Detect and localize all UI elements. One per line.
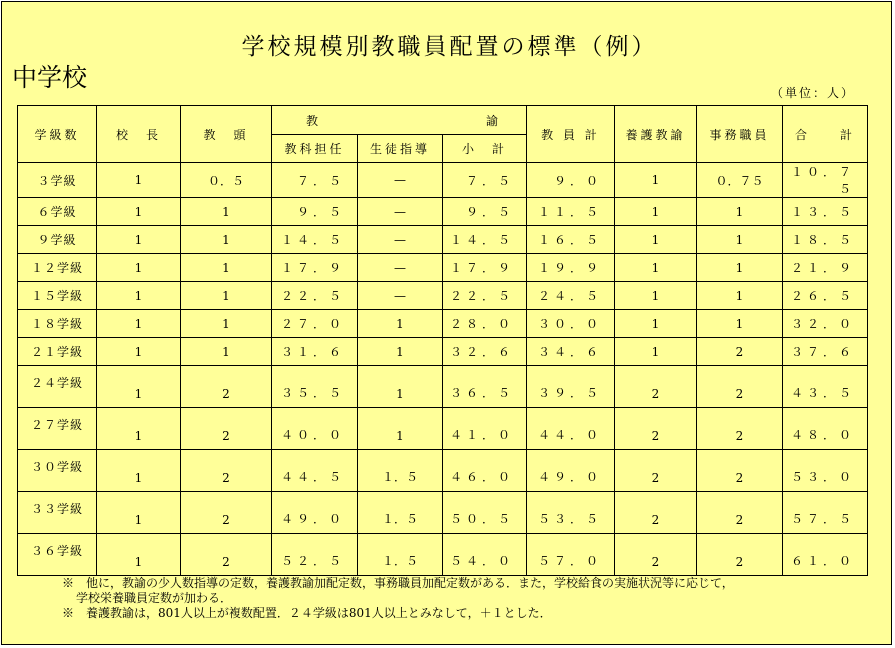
cell-grade: ３学級 (18, 163, 97, 198)
cell-principal: 1 (97, 492, 181, 534)
cell-nurse: 2 (615, 366, 697, 408)
cell-clerk: ０．７５ (697, 163, 783, 198)
cell-student-guidance: — (358, 226, 443, 254)
cell-student-guidance: — (358, 198, 443, 226)
cell-clerk: 2 (697, 450, 783, 492)
cell-student-guidance: 1 (358, 310, 443, 338)
cell-total: ４３．５ (783, 366, 868, 408)
cell-staff-total: ４４．０ (527, 408, 615, 450)
cell-principal: 1 (97, 338, 181, 366)
cell-principal: 1 (97, 198, 181, 226)
cell-clerk: 2 (697, 338, 783, 366)
cell-student-guidance: １．５ (358, 492, 443, 534)
table-row (18, 310, 868, 338)
cell-principal: 1 (97, 282, 181, 310)
cell-principal: 1 (97, 534, 181, 576)
cell-subtotal: ３２．６ (443, 338, 527, 366)
cell-student-guidance: 1 (358, 408, 443, 450)
cell-subject-teacher: ４４．５ (272, 450, 358, 492)
cell-grade: １２学級 (18, 254, 97, 282)
cell-student-guidance: — (358, 254, 443, 282)
table-row (18, 366, 868, 408)
cell-vice-principal: 2 (181, 408, 272, 450)
header-staff-total: 教 員 計 (527, 106, 615, 163)
cell-vice-principal: 1 (181, 338, 272, 366)
cell-total: ４８．０ (783, 408, 868, 450)
cell-nurse: 2 (615, 408, 697, 450)
cell-total: １８．５ (783, 226, 868, 254)
cell-staff-total: １６．５ (527, 226, 615, 254)
cell-nurse: 1 (615, 226, 697, 254)
cell-subject-teacher: ４９．０ (272, 492, 358, 534)
cell-subtotal: ４６．０ (443, 450, 527, 492)
cell-vice-principal: 2 (181, 450, 272, 492)
cell-grade: ９学級 (18, 226, 97, 254)
cell-total: ５７．５ (783, 492, 868, 534)
cell-principal: 1 (97, 450, 181, 492)
cell-subtotal: １４．５ (443, 226, 527, 254)
cell-subtotal: ２２．５ (443, 282, 527, 310)
cell-grade: ３６学級 (18, 534, 97, 576)
table-row (18, 198, 868, 226)
cell-vice-principal: 1 (181, 198, 272, 226)
cell-clerk: 2 (697, 408, 783, 450)
cell-subtotal: ９．５ (443, 198, 527, 226)
cell-subject-teacher: ７．５ (272, 163, 358, 198)
cell-grade: ２７学級 (18, 408, 97, 450)
table-row (18, 408, 868, 450)
cell-subject-teacher: １４．５ (272, 226, 358, 254)
cell-clerk: 1 (697, 254, 783, 282)
cell-grade: ６学級 (18, 198, 97, 226)
header-row (18, 106, 868, 135)
cell-subtotal: ５４．０ (443, 534, 527, 576)
cell-principal: 1 (97, 226, 181, 254)
cell-nurse: 1 (615, 163, 697, 198)
header-grade: 学級数 (18, 106, 97, 163)
table-row (18, 450, 868, 492)
footnotes (62, 576, 734, 621)
cell-nurse: 2 (615, 450, 697, 492)
cell-vice-principal: 1 (181, 254, 272, 282)
cell-nurse: 1 (615, 338, 697, 366)
table-row (18, 338, 868, 366)
cell-grade: １８学級 (18, 310, 97, 338)
table-row (18, 226, 868, 254)
header-principal: 校 長 (97, 106, 181, 163)
footnote-2: ※ 養護教諭は，801人以上が複数配置．２４学級は801人以上とみなして，＋１とした． (62, 606, 552, 620)
cell-subject-teacher: ９．５ (272, 198, 358, 226)
cell-nurse: 1 (615, 310, 697, 338)
cell-student-guidance: — (358, 163, 443, 198)
cell-total: ２１．９ (783, 254, 868, 282)
cell-subtotal: ７．５ (443, 163, 527, 198)
cell-total: ２６．５ (783, 282, 868, 310)
cell-staff-total: １９．９ (527, 254, 615, 282)
cell-total: １３．５ (783, 198, 868, 226)
table-row (18, 282, 868, 310)
header-student-guidance: 生徒指導 (358, 135, 443, 163)
cell-staff-total: ５３．５ (527, 492, 615, 534)
cell-staff-total: ２４．５ (527, 282, 615, 310)
cell-clerk: 1 (697, 282, 783, 310)
cell-vice-principal: 1 (181, 282, 272, 310)
cell-subject-teacher: ２７．０ (272, 310, 358, 338)
cell-subtotal: ３６．５ (443, 366, 527, 408)
cell-staff-total: ３９．５ (527, 366, 615, 408)
cell-student-guidance: １．５ (358, 534, 443, 576)
header-nurse: 養護教諭 (615, 106, 697, 163)
cell-student-guidance: 1 (358, 366, 443, 408)
cell-vice-principal: 1 (181, 226, 272, 254)
table-row (18, 254, 868, 282)
cell-subject-teacher: ３１．６ (272, 338, 358, 366)
cell-subject-teacher: ４０．０ (272, 408, 358, 450)
cell-grade: １５学級 (18, 282, 97, 310)
table-row (18, 534, 868, 576)
cell-total: １０．７５ (783, 163, 868, 198)
page-title: 学校規模別教職員配置の標準（例） (241, 34, 658, 60)
cell-student-guidance: — (358, 282, 443, 310)
table-row (18, 492, 868, 534)
cell-staff-total: ３４．６ (527, 338, 615, 366)
cell-subtotal: ５０．５ (443, 492, 527, 534)
cell-total: ５３．０ (783, 450, 868, 492)
header-teachers-left: 教 (306, 113, 319, 128)
cell-subtotal: ２８．０ (443, 310, 527, 338)
cell-staff-total: ４９．０ (527, 450, 615, 492)
header-total: 合 計 (783, 106, 868, 163)
cell-clerk: 1 (697, 198, 783, 226)
staff-allocation-table (17, 105, 868, 576)
document-page (1, 1, 892, 645)
cell-principal: 1 (97, 163, 181, 198)
header-subject-teacher: 教科担任 (272, 135, 358, 163)
header-teachers-right: 諭 (485, 113, 498, 128)
cell-vice-principal: 1 (181, 310, 272, 338)
cell-nurse: 1 (615, 282, 697, 310)
cell-total: ３７．６ (783, 338, 868, 366)
cell-clerk: 1 (697, 226, 783, 254)
cell-subtotal: ４１．０ (443, 408, 527, 450)
table-row (18, 163, 868, 198)
cell-vice-principal: ０．５ (181, 163, 272, 198)
cell-subject-teacher: ３５．５ (272, 366, 358, 408)
cell-total: ３２．０ (783, 310, 868, 338)
cell-subject-teacher: ５２．５ (272, 534, 358, 576)
cell-nurse: 1 (615, 254, 697, 282)
cell-subtotal: １７．９ (443, 254, 527, 282)
cell-student-guidance: １．５ (358, 450, 443, 492)
cell-subject-teacher: １７．９ (272, 254, 358, 282)
cell-principal: 1 (97, 310, 181, 338)
cell-total: ６１．０ (783, 534, 868, 576)
cell-staff-total: ５７．０ (527, 534, 615, 576)
cell-nurse: 1 (615, 198, 697, 226)
cell-staff-total: １１．５ (527, 198, 615, 226)
cell-nurse: 2 (615, 534, 697, 576)
cell-subject-teacher: ２２．５ (272, 282, 358, 310)
cell-grade: ３３学級 (18, 492, 97, 534)
header-teachers-group (272, 106, 527, 135)
cell-principal: 1 (97, 408, 181, 450)
header-clerk: 事務職員 (697, 106, 783, 163)
header-subtotal: 小 計 (443, 135, 527, 163)
cell-grade: ２１学級 (18, 338, 97, 366)
cell-principal: 1 (97, 254, 181, 282)
cell-nurse: 2 (615, 492, 697, 534)
cell-clerk: 2 (697, 492, 783, 534)
cell-vice-principal: 2 (181, 534, 272, 576)
cell-clerk: 2 (697, 534, 783, 576)
cell-staff-total: ９．０ (527, 163, 615, 198)
cell-clerk: 1 (697, 310, 783, 338)
unit-label: （単位：人） (770, 86, 855, 100)
cell-clerk: 2 (697, 366, 783, 408)
cell-vice-principal: 2 (181, 366, 272, 408)
footnote-1-cont: 学校栄養職員定数が加わる． (76, 591, 233, 605)
cell-vice-principal: 2 (181, 492, 272, 534)
cell-grade: ３０学級 (18, 450, 97, 492)
school-type-label: 中学校 (12, 63, 88, 92)
cell-principal: 1 (97, 366, 181, 408)
footnote-1: ※ 他に，教諭の少人数指導の定数，養護教諭加配定数，事務職員加配定数がある．また，学校給食の実施状況等に応じて， (62, 576, 734, 590)
cell-grade: ２４学級 (18, 366, 97, 408)
header-vice-principal: 教 頭 (181, 106, 272, 163)
cell-staff-total: ３０．０ (527, 310, 615, 338)
cell-student-guidance: 1 (358, 338, 443, 366)
